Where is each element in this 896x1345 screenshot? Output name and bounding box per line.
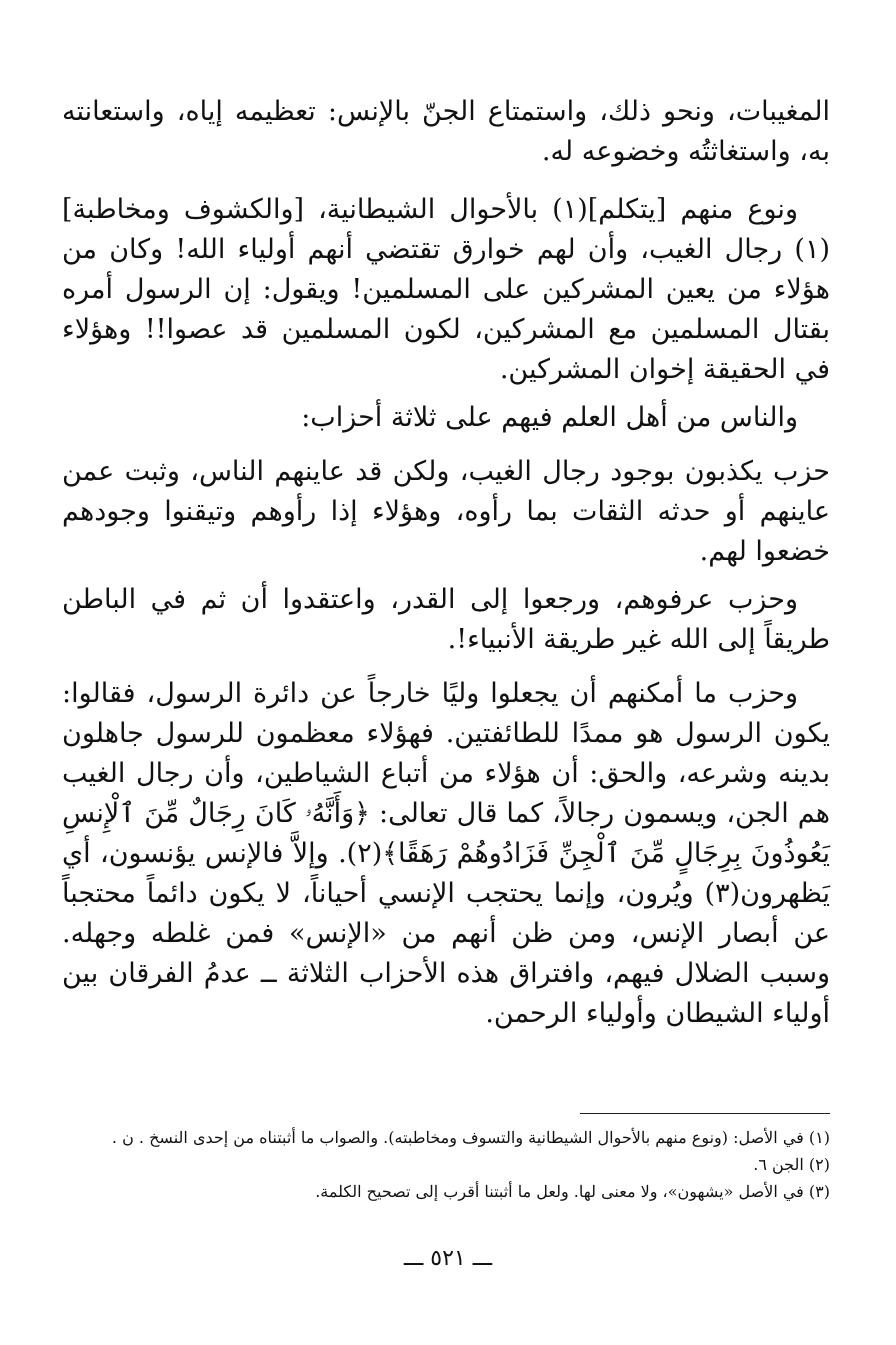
page-number: ـــ ٥٢١ ـــ	[403, 1246, 493, 1271]
footnote-3: (٣) في الأصل «يشهون»، ولا معنى لها. ولعل ما أثبتنا أقرب إلى تصحيح الكلمة.	[315, 1182, 830, 1201]
footnotes	[62, 1124, 830, 1205]
paragraph-6: وحزب ما أمكنهم أن يجعلوا وليًا خارجاً عن دائرة الرسول، فقالوا: يكون الرسول هو ممدًا للطائفتين. فهؤلاء معظمون للرسول جاهلون بدينه وشرعه، والحق: أن هؤلاء من أتباع الشياطين، وأن رجال الغيب هم الجن، ويسمون رجالاً، كما قال تعالى: ﴿وَأَنَّهُۥ كَانَ رِجَالٌ مِّنَ ٱلْإِنسِ يَعُوذُونَ بِرِجَالٍ مِّنَ ٱلْجِنِّ فَزَادُوهُمْ رَهَقًا﴾(٢). وإلاَّ فالإنس يؤنسون، أي يَظهرون(٣) ويُرون، وإنما يحتجب الإنسي أحياناً، لا يكون دائماً محتجباً عن أبصار الإنس، ومن ظن أنهم من «الإنس» فمن غلطه وجهله. وسبب الضلال فيهم، وافتراق هذه الأحزاب الثلاثة ــ عدمُ الفرقان بين أولياء الشيطان وأولياء الرحمن.	[62, 678, 830, 1029]
footnote-divider	[580, 1113, 830, 1114]
main-text	[62, 92, 830, 1034]
footnote-2: (٢) الجن ٦.	[753, 1155, 830, 1174]
paragraph-5: وحزب عرفوهم، ورجعوا إلى القدر، واعتقدوا أن ثم في الباطن طريقاً إلى الله غير طريقة الأنبياء!.	[62, 584, 830, 655]
paragraph-4: حزب يكذبون بوجود رجال الغيب، ولكن قد عاينهم الناس، وثبت عمن عاينهم أو حدثه الثقات بما رأوه، وهؤلاء إذا رأوهم وتيقنوا وجودهم خضعوا لهم.	[62, 456, 830, 567]
footnote-1: (١) في الأصل: (ونوع منهم بالأحوال الشيطانية والتسوف ومخاطبته). والصواب ما أثبتناه من إحدى النسخ . ن .	[111, 1128, 830, 1147]
paragraph-1: المغيبات، ونحو ذلك، واستمتاع الجنّ بالإنس: تعظيمه إياه، واستعانته به، واستغاثتُه وخضوعه له.	[62, 96, 830, 167]
paragraph-3: والناس من أهل العلم فيهم على ثلاثة أحزاب:	[301, 402, 798, 433]
paragraph-2: ونوع منهم [يتكلم](١) بالأحوال الشيطانية، [والكشوف ومخاطبة](١) رجال الغيب، وأن لهم خوارق تقتضي أنهم أولياء الله! وكان من هؤلاء من يعين المشركين على المسلمين! ويقول: إن الرسول أمره بقتال المسلمين مع المشركين، لكون المسلمين قد عصوا!! وهؤلاء في الحقيقة إخوان المشركين.	[62, 194, 830, 385]
